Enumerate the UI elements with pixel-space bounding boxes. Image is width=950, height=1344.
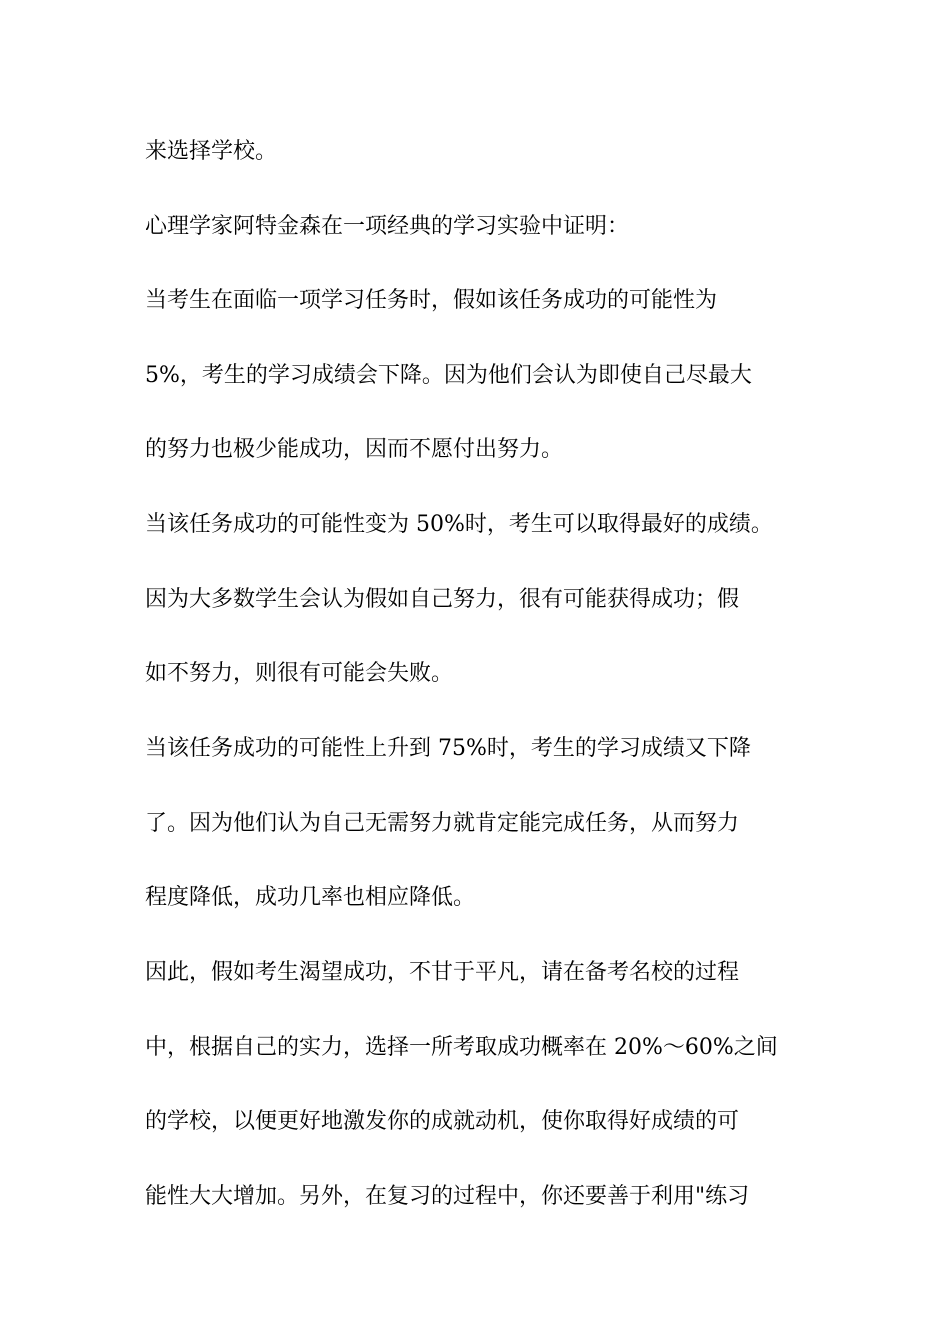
text-line-10: 了。因为他们认为自己无需努力就肯定能完成任务，从而努力 [145,811,740,836]
text-line-2: 心理学家阿特金森在一项经典的学习实验中证明： [145,214,630,239]
text-line-1: 来选择学校。 [145,139,278,164]
text-line-9: 当该任务成功的可能性上升到 75%时，考生的学习成绩又下降 [145,736,751,761]
text-line-4: 5%，考生的学习成绩会下降。因为他们会认为即使自己尽最大 [145,363,752,388]
text-line-15: 能性大大增加。另外，在复习的过程中，你还要善于利用"练习 [145,1184,750,1209]
text-line-6: 当该任务成功的可能性变为 50%时，考生可以取得最好的成绩。 [145,512,773,537]
text-line-14: 的学校，以便更好地激发你的成就动机，使你取得好成绩的可 [145,1109,740,1134]
text-line-3: 当考生在面临一项学习任务时，假如该任务成功的可能性为 [145,288,718,313]
text-line-12: 因此，假如考生渴望成功，不甘于平凡，请在备考名校的过程 [145,960,740,985]
text-line-11: 程度降低，成功几率也相应降低。 [145,885,476,910]
text-line-7: 因为大多数学生会认为假如自己努力，很有可能获得成功；假 [145,587,740,612]
text-line-5: 的努力也极少能成功，因而不愿付出努力。 [145,437,564,462]
text-line-13: 中，根据自己的实力，选择一所考取成功概率在 20%～60%之间 [145,1035,778,1060]
text-line-8: 如不努力，则很有可能会失败。 [145,661,454,686]
